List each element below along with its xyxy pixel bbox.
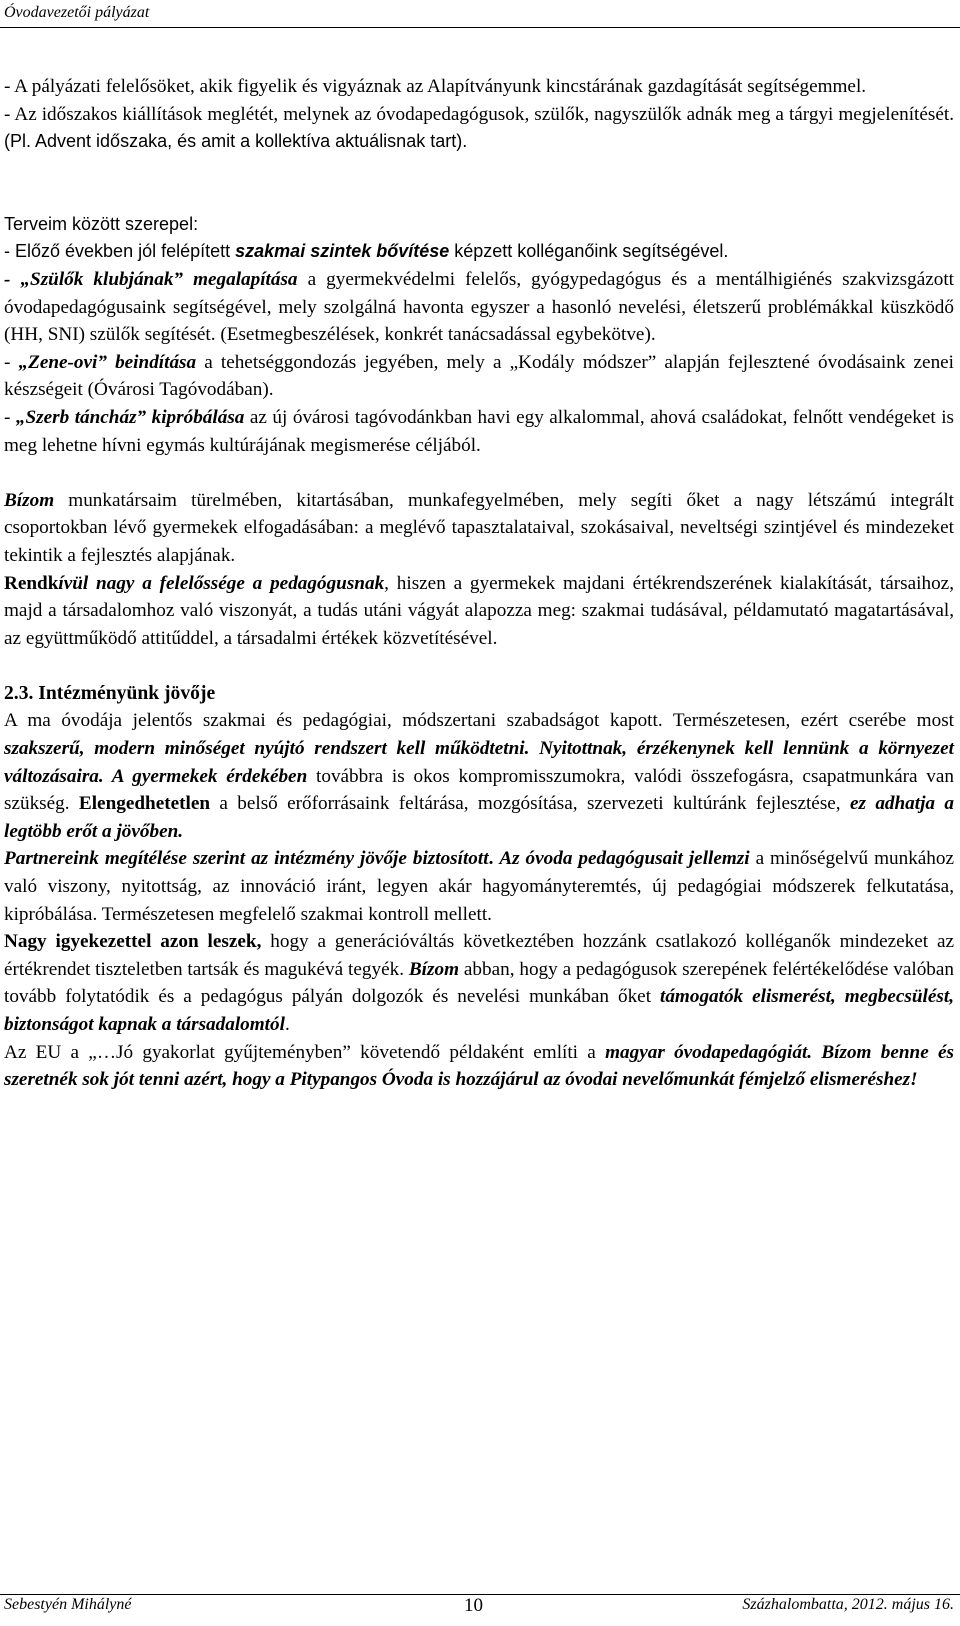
effort-bold: Nagy igyekezettel azon leszek, bbox=[4, 931, 262, 953]
future-emphasis-2: ez adhatja a legtöbb erőt a jövőben. bbox=[4, 793, 954, 842]
effort-emphasis-2: támogatók elismerést, megbecsülést, biztonságot kapnak a társadalomtól bbox=[4, 986, 954, 1035]
responsibility-bold: Rendk bbox=[4, 572, 59, 594]
paragraph-exhibitions bbox=[4, 101, 954, 156]
trust-text: munkatársaim türelmében, kitartásában, munkafegyelmében, mely segíti őket a nagy létszámú integrált csoportokban lévő gyermekek elfogadásában: a meglévő tapasztalataival, szokásaival, neveltségi szintjével és mindezeket tekintik a fejlesztés alapjának. bbox=[4, 489, 954, 566]
plan1-text: - Előző években jól felépített bbox=[4, 241, 236, 262]
paragraph-trust bbox=[4, 487, 954, 570]
future-bold: Elengedhetetlen bbox=[78, 793, 211, 815]
plan4-text: az új óvárosi tagóvodánkban havi egy alkalommal, ahová családokat, felnőtt vendégeket is meg lehetne hívni egymás kultúrájának megismerése céljából. bbox=[4, 406, 954, 456]
exhibitions-example: (Pl. Advent időszaka, és amit a kollektíva aktuálisnak tart). bbox=[4, 131, 468, 152]
partners-dot: . bbox=[488, 848, 500, 870]
exhibitions-text: - Az időszakos kiállítások meglétét, melynek az óvodapedagógusok, szülők, nagyszülők adnák meg a tárgyi megjelenítését. bbox=[4, 103, 954, 125]
section-title: Intézményünk jövője bbox=[33, 682, 216, 704]
plan2-emphasis: - „Szülők klubjának” megalapítása bbox=[4, 268, 298, 290]
plan2-text: a gyermekvédelmi felelős, gyógypedagógus és a mentálhigiénés szakvizsgázott óvodapedagógusaink segítségével, mely szolgálná havonta egyszer a hasonló nevelési, életszerű problémákkal küszködő (HH, SNI) szülők segítését. (Esetmegbeszélések, konkrét tanácsadással egybekötve). bbox=[4, 268, 954, 346]
plan3-dash: - bbox=[4, 351, 19, 373]
plan3-emphasis: „Zene-ovi” beindítása bbox=[18, 351, 197, 373]
paragraph-effort bbox=[4, 928, 954, 1038]
plan-item-3 bbox=[4, 349, 954, 404]
future-text: A ma óvodája jelentős szakmai és pedagógiai, módszertani szabadságot kapott. Természetesen, ezért cserébe most bbox=[4, 710, 954, 732]
footer-author: Sebestyén Mihályné bbox=[4, 1596, 132, 1613]
page-header: Óvodavezetői pályázat bbox=[4, 4, 150, 21]
effort-dot: . bbox=[284, 1014, 290, 1035]
footer-place-date: Százhalombatta, 2012. május 16. bbox=[742, 1596, 954, 1613]
partners-emphasis-2: Az óvoda pedagógusait jellemzi bbox=[499, 848, 750, 870]
plan4-emphasis: „Szerb táncház” kipróbálása bbox=[15, 406, 245, 428]
effort-text-2: abban, hogy a pedagógusok szerepének felértékelődése valóban tovább folytatódik és a pedagógus pályán dolgozók és nevelési munkában őket bbox=[4, 958, 954, 1008]
paragraph-responsibility bbox=[4, 570, 954, 653]
plan3-text: a tehetséggondozás jegyében, mely a „Kodály módszer” alapján fejlesztené óvodásaink zenei készségeit (Óvárosi Tagóvodában). bbox=[4, 351, 955, 401]
effort-text: hogy a generációváltás következtében hozzánk csatlakozó kolléganők mindezeket az értékrendet tiszteletben tartsák és magukévá tegyék. bbox=[4, 931, 954, 980]
paragraph-responsibles: - A pályázati felelősöket, akik figyelik és vigyáznak az Alapítványunk kincstárának gazdagítását segítségemmel. bbox=[4, 76, 867, 97]
header-divider bbox=[0, 27, 960, 28]
future-text-3: a belső erőforrásaink feltárása, mozgósítása, szervezeti kultúránk fejlesztése, bbox=[210, 793, 850, 815]
page-number: 10 bbox=[464, 1595, 483, 1616]
eu-text: Az EU a „…Jó gyakorlat gyűjteményben” követendő példaként említi a bbox=[4, 1041, 606, 1063]
plan-item-4 bbox=[4, 404, 954, 459]
paragraph-partners bbox=[4, 845, 954, 928]
paragraph-future bbox=[4, 707, 954, 845]
responsibility-emphasis: ívül nagy a felelőssége a pedagógusnak bbox=[58, 572, 385, 594]
trust-emphasis: Bízom bbox=[4, 489, 55, 511]
partners-text: a minőségelvű munkához való viszony, nyitottság, az innováció iránt, legyen akár hagyományteremtés, új pedagógiai módszerek felkutatása, kipróbálása. Természetesen megfelelő szakmai kontroll mellett. bbox=[4, 848, 955, 925]
plan4-dash: - bbox=[4, 406, 16, 428]
document-body bbox=[4, 73, 954, 1094]
responsibility-text: , hiszen a gyermekek majdani értékrendszerének kialakítását, társaihoz, majd a társadalomhoz való viszonyát, a tudás utáni vágyát alapozza meg: szakmai tudásával, példamutató magatartásával, az együttműködő attitűddel, a társadalmi értékek közvetítésével. bbox=[4, 572, 954, 649]
effort-emphasis: Bízom bbox=[408, 958, 459, 980]
paragraph-eu bbox=[4, 1039, 954, 1094]
section-heading bbox=[4, 680, 954, 708]
plan-item-1 bbox=[4, 238, 954, 266]
plan-item-2 bbox=[4, 266, 954, 349]
plan1-rest: képzett kolléganőink segítségével. bbox=[449, 241, 729, 262]
eu-emphasis: magyar óvodapedagógiát. Bízom benne és szeretnék sok jót tenni azért, hogy a Pitypangos Óvoda is hozzájárul az óvodai nevelőmunkát fémjelző elismeréshez! bbox=[4, 1041, 954, 1091]
section-number: 2.3. bbox=[4, 682, 34, 704]
partners-emphasis: Partnereink megítélése szerint az intézmény jövője biztosított bbox=[4, 848, 489, 870]
plan1-emphasis: szakmai szintek bővítése bbox=[235, 241, 450, 262]
future-text-2: továbbra is okos kompromisszumokra, valódi összefogásra, csapatmunkára van szükség. bbox=[4, 765, 954, 815]
plans-intro: Terveim között szerepel: bbox=[4, 213, 199, 234]
future-emphasis: szakszerű, modern minőséget nyújtó rendszert kell működtetni. Nyitottnak, érzékenynek kell lennünk a környezet változásaira. A gyermekek érdekében bbox=[4, 738, 954, 787]
